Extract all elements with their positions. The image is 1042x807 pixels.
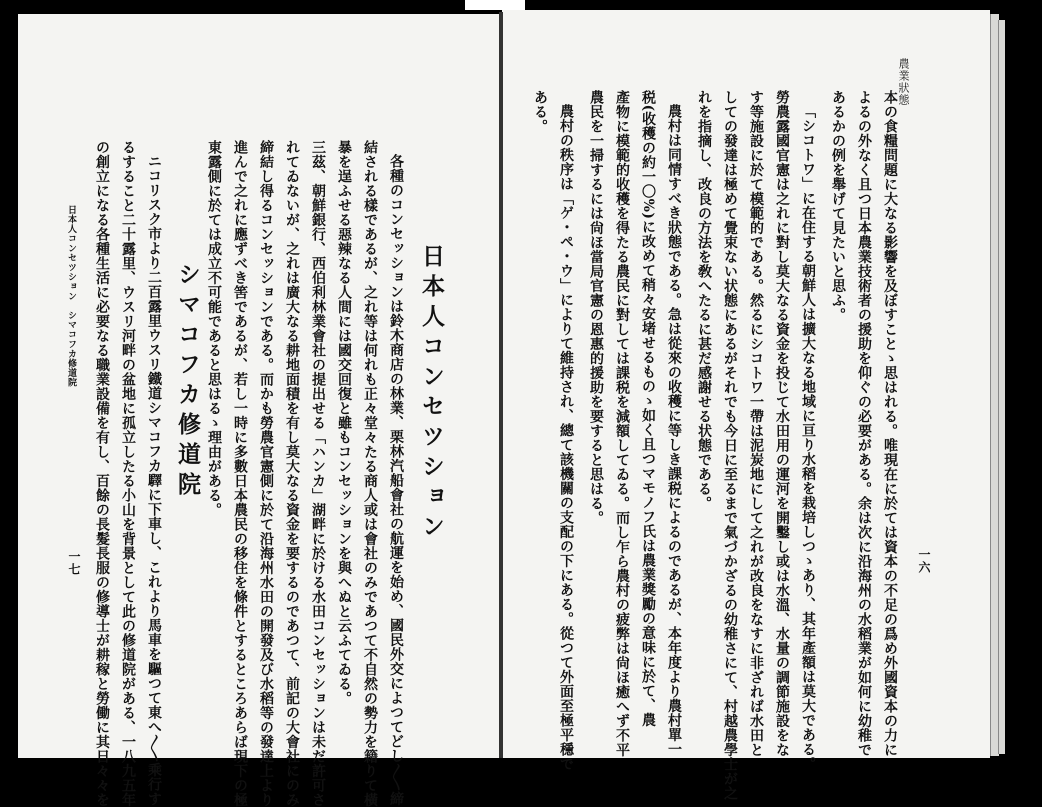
book-page-edge-inner bbox=[998, 20, 1005, 754]
text-line: 締結し得るコンセッションである。而かも勞農官憲側に於て沿海州水田の開發及び水稻等の發達上より bbox=[258, 140, 274, 807]
text-line: ある。 bbox=[532, 90, 548, 134]
text-line: 農村は同情すべき狀態である。急は從來の收穫に等しき課税によるのであるが、本年度より農村單一 bbox=[666, 104, 682, 757]
text-line: 農村の秩序は「ゲ・ペ・ウ」によりて維持され、總て該機關の支配の下にある。從つて外面至極平穩で bbox=[558, 104, 574, 771]
text-line: す等施設に於て模範的である。然るにシコトワ一帶は泥炭地にして之れが改良をなすに非ざれば水田と bbox=[748, 90, 764, 757]
text-line: 三茲、朝鮮銀行、西伯利林業會社の提出せる「ハンカ」湖畔に於ける水田コンセッションは未だ許可さ bbox=[310, 140, 326, 807]
text-line: るすること二十露里、ウスリ河畔の盆地に孤立したる小山を背景として此の修道院がある、一八九五年 bbox=[120, 140, 136, 807]
text-line: 產物に模範的收穫を得たる農民に對しては課税を減額してゐる。而し乍ら農村の疲弊は尙ほ癒へず不平 bbox=[614, 90, 630, 757]
text-line: 各種のコンセッションは鈴木商店の林業、栗林汽船會社の航運を始め、國民外交によつてどし〳〵締 bbox=[388, 154, 404, 806]
text-line: 勞農露國官憲は之れに對し莫大なる資金を投じて水田用の運河を開鑿し或は水溫、水量の調節施設をな bbox=[774, 90, 790, 757]
text-line: 進んで之れに應ずべき筈であるが、若し一時に多數日本農民の移住を條件とするところあらば現下の極 bbox=[232, 140, 248, 807]
left-page-number: 一七 bbox=[67, 550, 81, 576]
text-line: 暴を逞ふせる惡辣なる人間には國交回復と雖もコンセッションを與へぬと云ふてゐる。 bbox=[336, 140, 352, 706]
right-page-number: 一六 bbox=[917, 548, 931, 574]
right-page-header: 農業狀態 bbox=[897, 58, 910, 106]
text-line: よるの外なく且つ日本農業技術者の援助を仰ぐの必要がある。余は次に沿海州の水稻業が如何に幼稚で bbox=[856, 90, 872, 757]
text-line: の創立になる各種生活に必要なる職業設備を有し、百餘の長髮長服の修導士が耕稼と勞働に其日々々を bbox=[94, 140, 110, 807]
text-line: あるかの例を舉げて見たいと思ふ。 bbox=[830, 90, 846, 322]
text-line: 結される樣であるが、之れ等は何れも正々堂々たる商人或は會社のみであつて不自然の勢力を籍りて橫 bbox=[362, 140, 378, 807]
left-running-header: 日本人コンセツション シマコフカ修道院 bbox=[66, 205, 76, 388]
scan-edge-mark bbox=[465, 0, 525, 10]
section-title-concession: 日本人コンセツション bbox=[418, 244, 445, 544]
section-title-shimakovka: シマコフカ修道院 bbox=[174, 262, 201, 502]
right-page bbox=[502, 10, 990, 758]
text-line: れてゐないが、之れは廣大なる耕地面積を有し莫大なる資金を要するのであつて、前記の大會社にのみ bbox=[284, 140, 300, 807]
book-gutter bbox=[499, 12, 503, 758]
text-line: しての發達は極めて覺束ない状態にあるがそれでも今日に至るまで氣づかざるの幼稚さにて、村越農學士が之 bbox=[722, 90, 738, 801]
text-line: 税(收穫の約一〇%)に改めて稍々安堵せるものゝ如く且つマモノフ氏は農業獎勵の意味に於て、農 bbox=[640, 90, 656, 728]
text-line: ニコリスク市より二百露里ウスリ鐵道シマコフカ驛に下車し、これより馬車を驅つて東へ〳〵乘行す bbox=[146, 154, 162, 806]
text-line: 農民を一掃するには尙ほ當局官憲の恩惠的援助を要すると思はる。 bbox=[588, 90, 604, 525]
text-line: れを指摘し、改良の方法を敎へたるに甚だ感謝せる状態である。 bbox=[696, 90, 712, 511]
text-line: 東露側に於ては成立不可能であると思はるゝ理由がある。 bbox=[206, 140, 222, 517]
text-line: 「シコトワ」に在住する朝鮮人は擴大なる地域に亘り水稻を栽培しつゝあり、其年產額は莫大である。 bbox=[800, 104, 816, 771]
text-line: 本の食糧問題に大なる影響を及ぼすことゝ思はれる。唯現在に於ては資本の不足の爲め外國資本の力に bbox=[882, 90, 898, 757]
